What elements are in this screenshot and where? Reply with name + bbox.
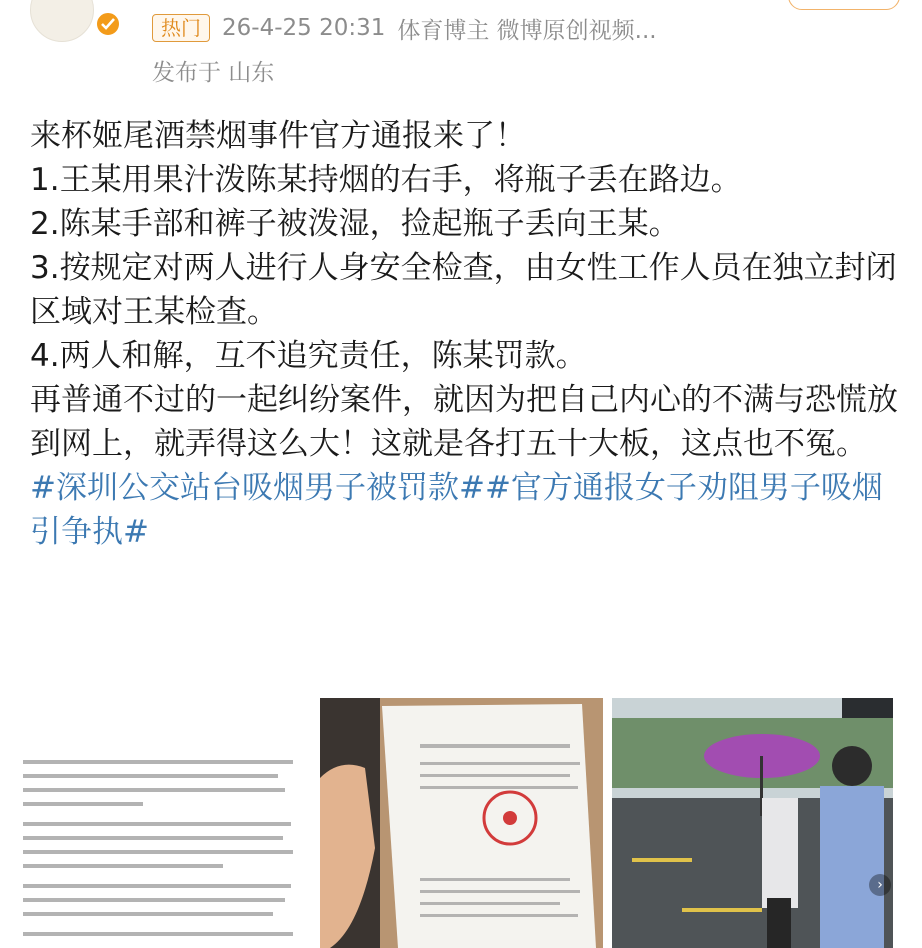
bus-stop-image[interactable]: [612, 698, 893, 948]
post-timestamp: 26-4-25 20:31: [222, 15, 386, 41]
police-notice-image[interactable]: [13, 698, 307, 948]
report-receipt-image[interactable]: [320, 698, 603, 948]
hot-badge: 热门: [152, 14, 210, 42]
post-meta: [152, 12, 657, 44]
photo-image-icon: [612, 698, 893, 948]
avatar[interactable]: [30, 0, 94, 42]
post-body: [30, 114, 900, 554]
chevron-right-icon[interactable]: ›: [869, 874, 891, 896]
verified-icon: [95, 11, 121, 37]
post-point-3: 3.按规定对两人进行人身安全检查，由女性工作人员在独立封闭区域对王某检查。: [30, 250, 897, 330]
post-location: 发布于 山东: [152, 60, 275, 86]
image-gallery: [13, 698, 893, 948]
author-tag[interactable]: 体育博主 微博原创视频...: [397, 17, 657, 44]
hashtag-link[interactable]: #深圳公交站台吸烟男子被罚款#: [30, 470, 485, 506]
post-comment: 再普通不过的一起纠纷案件，就因为把自己内心的不满与恐慌放到网上，就弄得这么大！这就是各打五十大板，这点也不冤。: [30, 382, 898, 462]
hashtag-link[interactable]: #官方通报女子劝阻男子吸烟引争执#: [30, 470, 883, 550]
post-point-2: 2.陈某手部和裤子被泼湿，捡起瓶子丢向王某。: [30, 206, 680, 242]
hashtags: [30, 466, 900, 554]
document-image-icon: [13, 698, 307, 948]
post-point-4: 4.两人和解，互不追究责任，陈某罚款。: [30, 338, 587, 374]
post-point-1: 1.王某用果汁泼陈某持烟的右手，将瓶子丢在路边。: [30, 162, 742, 198]
photo-image-icon: [320, 698, 603, 948]
post-title-line: 来杯姬尾酒禁烟事件官方通报来了！: [30, 118, 526, 154]
follow-button[interactable]: [788, 0, 900, 10]
